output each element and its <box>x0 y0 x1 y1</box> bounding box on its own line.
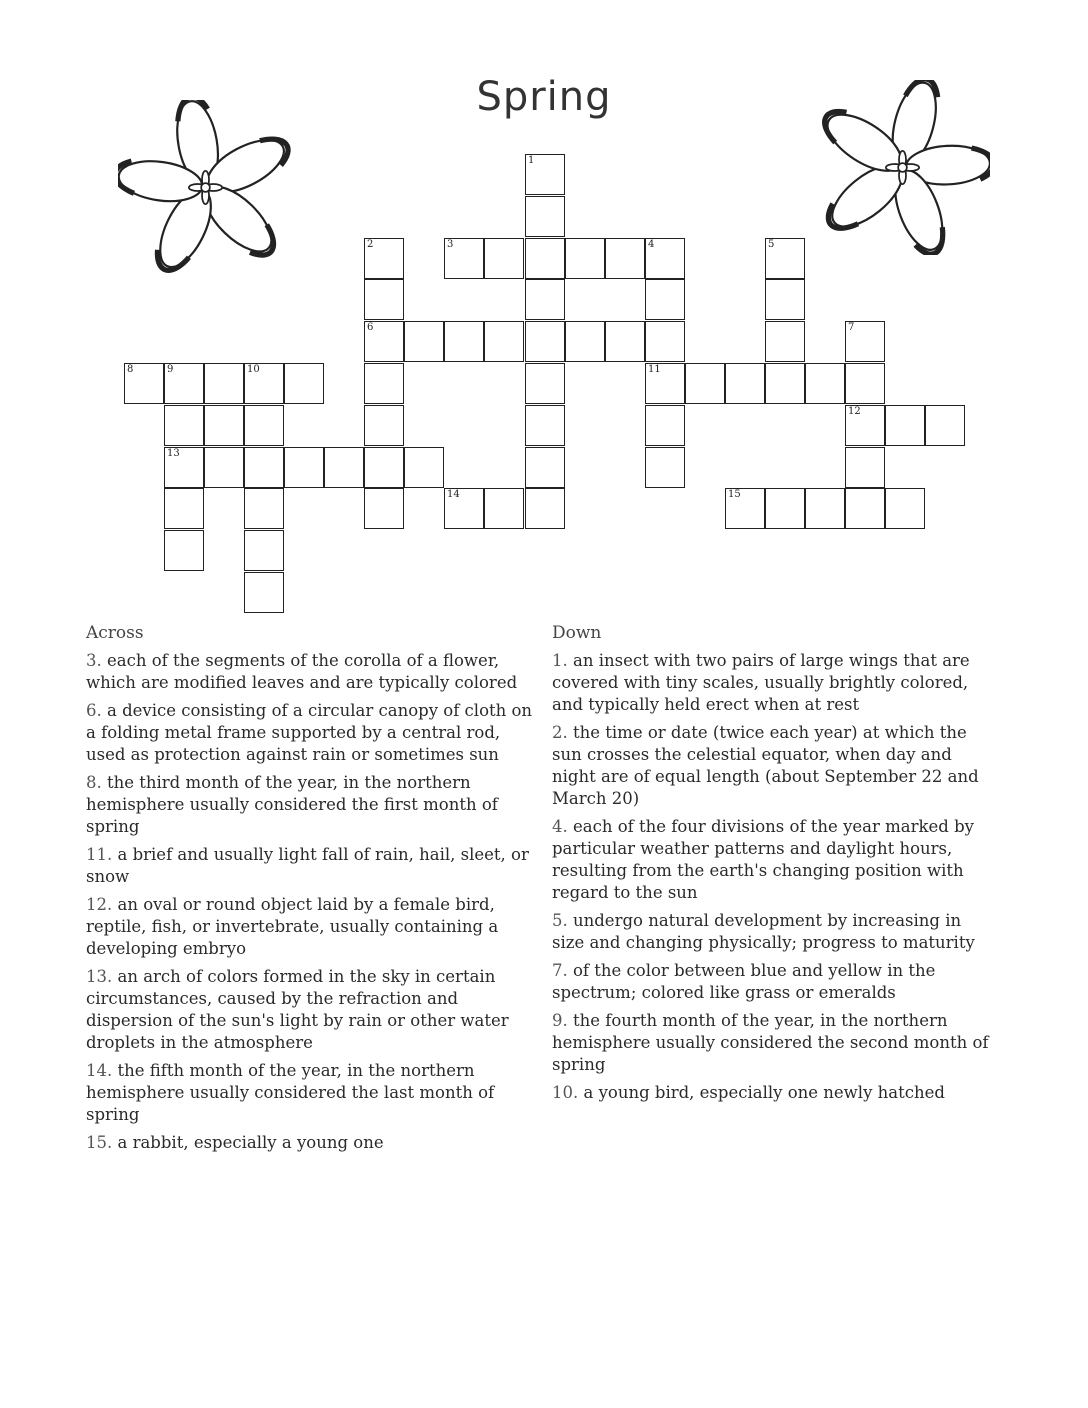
crossword-cell[interactable] <box>845 447 885 488</box>
clue-number: 5. <box>552 911 568 930</box>
across-clues <box>86 622 538 1160</box>
crossword-cell[interactable] <box>525 154 565 195</box>
clue-number: 8. <box>86 773 102 792</box>
page-title: Spring <box>476 74 612 120</box>
clue-text: a device consisting of a circular canopy of cloth on a folding metal frame supported by a central rod, used as protection against rain or sometimes sun <box>86 701 533 764</box>
clue-number: 1. <box>552 651 568 670</box>
crossword-cell[interactable] <box>845 405 885 446</box>
crossword-cell[interactable] <box>364 447 404 488</box>
crossword-cell[interactable] <box>364 488 404 529</box>
crossword-cell[interactable] <box>525 447 565 488</box>
crossword-cell[interactable] <box>725 363 765 404</box>
crossword-cell[interactable] <box>444 321 484 362</box>
clue-number-label: 15 <box>728 489 741 500</box>
crossword-cell[interactable] <box>284 447 324 488</box>
down-clue <box>552 650 997 716</box>
crossword-cell[interactable] <box>164 363 204 404</box>
crossword-cell[interactable] <box>364 279 404 320</box>
crossword-cell[interactable] <box>444 238 484 279</box>
clue-number: 13. <box>86 967 113 986</box>
clue-number-label: 10 <box>247 364 260 375</box>
crossword-cell[interactable] <box>605 321 645 362</box>
clue-text: the time or date (twice each year) at which the sun crosses the celestial equator, when day and night are of equal length (about September 22 and March 20) <box>552 723 979 808</box>
crossword-cell[interactable] <box>765 238 805 279</box>
crossword-cell[interactable] <box>645 405 685 446</box>
crossword-cell[interactable] <box>805 363 845 404</box>
crossword-cell[interactable] <box>525 279 565 320</box>
crossword-cell[interactable] <box>244 363 284 404</box>
down-clue <box>552 1010 997 1076</box>
crossword-cell[interactable] <box>885 488 925 529</box>
clue-number: 9. <box>552 1011 568 1030</box>
crossword-cell[interactable] <box>324 447 364 488</box>
crossword-cell[interactable] <box>244 572 284 613</box>
down-clue <box>552 960 997 1004</box>
crossword-cell[interactable] <box>765 279 805 320</box>
across-heading: Across <box>86 623 144 643</box>
down-clues <box>552 622 997 1110</box>
across-clue <box>86 700 538 766</box>
clue-text: an insect with two pairs of large wings that are covered with tiny scales, usually brightly colored, and typically held erect when at rest <box>552 651 970 714</box>
clue-number-label: 7 <box>848 322 855 333</box>
crossword-cell[interactable] <box>124 363 164 404</box>
crossword-cell[interactable] <box>284 363 324 404</box>
crossword-cell[interactable] <box>404 321 444 362</box>
crossword-cell[interactable] <box>765 488 805 529</box>
clue-number-label: 14 <box>447 489 460 500</box>
crossword-cell[interactable] <box>204 447 244 488</box>
clue-text: the fifth month of the year, in the northern hemisphere usually considered the last month of spring <box>86 1061 495 1124</box>
crossword-cell[interactable] <box>525 321 565 362</box>
clue-number: 12. <box>86 895 113 914</box>
crossword-cell[interactable] <box>645 447 685 488</box>
crossword-cell[interactable] <box>364 321 404 362</box>
clue-text: a brief and usually light fall of rain, hail, sleet, or snow <box>86 845 529 886</box>
crossword-cell[interactable] <box>364 363 404 404</box>
crossword-cell[interactable] <box>484 321 524 362</box>
clue-text: each of the four divisions of the year marked by particular weather patterns and daylight hours, resulting from the earth's changing position with regard to the sun <box>552 817 974 902</box>
clue-text: of the color between blue and yellow in the spectrum; colored like grass or emeralds <box>552 961 936 1002</box>
crossword-cell[interactable] <box>364 405 404 446</box>
crossword-cell[interactable] <box>164 530 204 571</box>
clue-number: 14. <box>86 1061 113 1080</box>
clue-text: the third month of the year, in the northern hemisphere usually considered the first month of spring <box>86 773 498 836</box>
crossword-cell[interactable] <box>164 488 204 529</box>
down-clue <box>552 910 997 954</box>
clue-text: an oval or round object laid by a female bird, reptile, fish, or invertebrate, usually containing a developing embryo <box>86 895 499 958</box>
crossword-cell[interactable] <box>685 363 725 404</box>
across-clue <box>86 772 538 838</box>
crossword-grid <box>0 0 1088 620</box>
down-clue <box>552 1082 997 1104</box>
clue-number-label: 2 <box>367 239 374 250</box>
crossword-cell[interactable] <box>244 405 284 446</box>
crossword-cell[interactable] <box>725 488 765 529</box>
clue-text: the fourth month of the year, in the northern hemisphere usually considered the second month of spring <box>552 1011 989 1074</box>
crossword-cell[interactable] <box>244 447 284 488</box>
crossword-cell[interactable] <box>525 363 565 404</box>
crossword-cell[interactable] <box>364 238 404 279</box>
crossword-cell[interactable] <box>645 363 685 404</box>
crossword-cell[interactable] <box>645 279 685 320</box>
clue-number-label: 3 <box>447 239 454 250</box>
clue-number-label: 9 <box>167 364 174 375</box>
clue-number-label: 5 <box>768 239 775 250</box>
crossword-cell[interactable] <box>845 363 885 404</box>
crossword-cell[interactable] <box>805 488 845 529</box>
clue-number-label: 6 <box>367 322 374 333</box>
clue-number: 2. <box>552 723 568 742</box>
crossword-cell[interactable] <box>204 405 244 446</box>
crossword-cell[interactable] <box>525 405 565 446</box>
clue-number: 3. <box>86 651 102 670</box>
across-clue <box>86 1060 538 1126</box>
crossword-cell[interactable] <box>765 321 805 362</box>
crossword-cell[interactable] <box>204 363 244 404</box>
crossword-cell[interactable] <box>525 238 565 279</box>
crossword-cell[interactable] <box>484 488 524 529</box>
crossword-cell[interactable] <box>164 405 204 446</box>
crossword-cell[interactable] <box>845 488 885 529</box>
clue-text: a rabbit, especially a young one <box>112 1133 384 1152</box>
clue-text: an arch of colors formed in the sky in certain circumstances, caused by the refraction and dispersion of the sun's light by rain or other water droplets in the atmosphere <box>86 967 509 1052</box>
clue-number-label: 13 <box>167 448 180 459</box>
clue-text: undergo natural development by increasing in size and changing physically; progress to maturity <box>552 911 975 952</box>
clue-number-label: 8 <box>127 364 134 375</box>
clue-number: 4. <box>552 817 568 836</box>
clue-number: 10. <box>552 1083 579 1102</box>
clue-number: 6. <box>86 701 102 720</box>
crossword-cell[interactable] <box>525 488 565 529</box>
clue-text: each of the segments of the corolla of a flower, which are modified leaves and are typically colored <box>86 651 518 692</box>
clue-number-label: 4 <box>648 239 655 250</box>
crossword-cell[interactable] <box>244 530 284 571</box>
crossword-cell[interactable] <box>885 405 925 446</box>
crossword-cell[interactable] <box>565 321 605 362</box>
down-clue <box>552 816 997 904</box>
crossword-cell[interactable] <box>444 488 484 529</box>
clue-number: 11. <box>86 845 113 864</box>
down-clue <box>552 722 997 810</box>
clue-text: a young bird, especially one newly hatched <box>578 1083 945 1102</box>
crossword-cell[interactable] <box>925 405 965 446</box>
across-clue <box>86 894 538 960</box>
crossword-cell[interactable] <box>164 447 204 488</box>
across-clue <box>86 1132 538 1154</box>
clue-number-label: 12 <box>848 406 861 417</box>
crossword-cell[interactable] <box>765 363 805 404</box>
across-clue <box>86 650 538 694</box>
crossword-cell[interactable] <box>645 238 685 279</box>
clue-number: 7. <box>552 961 568 980</box>
crossword-cell[interactable] <box>845 321 885 362</box>
clue-number-label: 11 <box>648 364 661 375</box>
across-clue <box>86 844 538 888</box>
crossword-cell[interactable] <box>645 321 685 362</box>
crossword-cell[interactable] <box>605 238 645 279</box>
clue-number-label: 1 <box>528 155 535 166</box>
crossword-cell[interactable] <box>484 238 524 279</box>
crossword-cell[interactable] <box>525 196 565 237</box>
crossword-cell[interactable] <box>404 447 444 488</box>
down-heading: Down <box>552 623 602 643</box>
across-clue <box>86 966 538 1054</box>
crossword-cell[interactable] <box>565 238 605 279</box>
clue-number: 15. <box>86 1133 113 1152</box>
crossword-cell[interactable] <box>244 488 284 529</box>
